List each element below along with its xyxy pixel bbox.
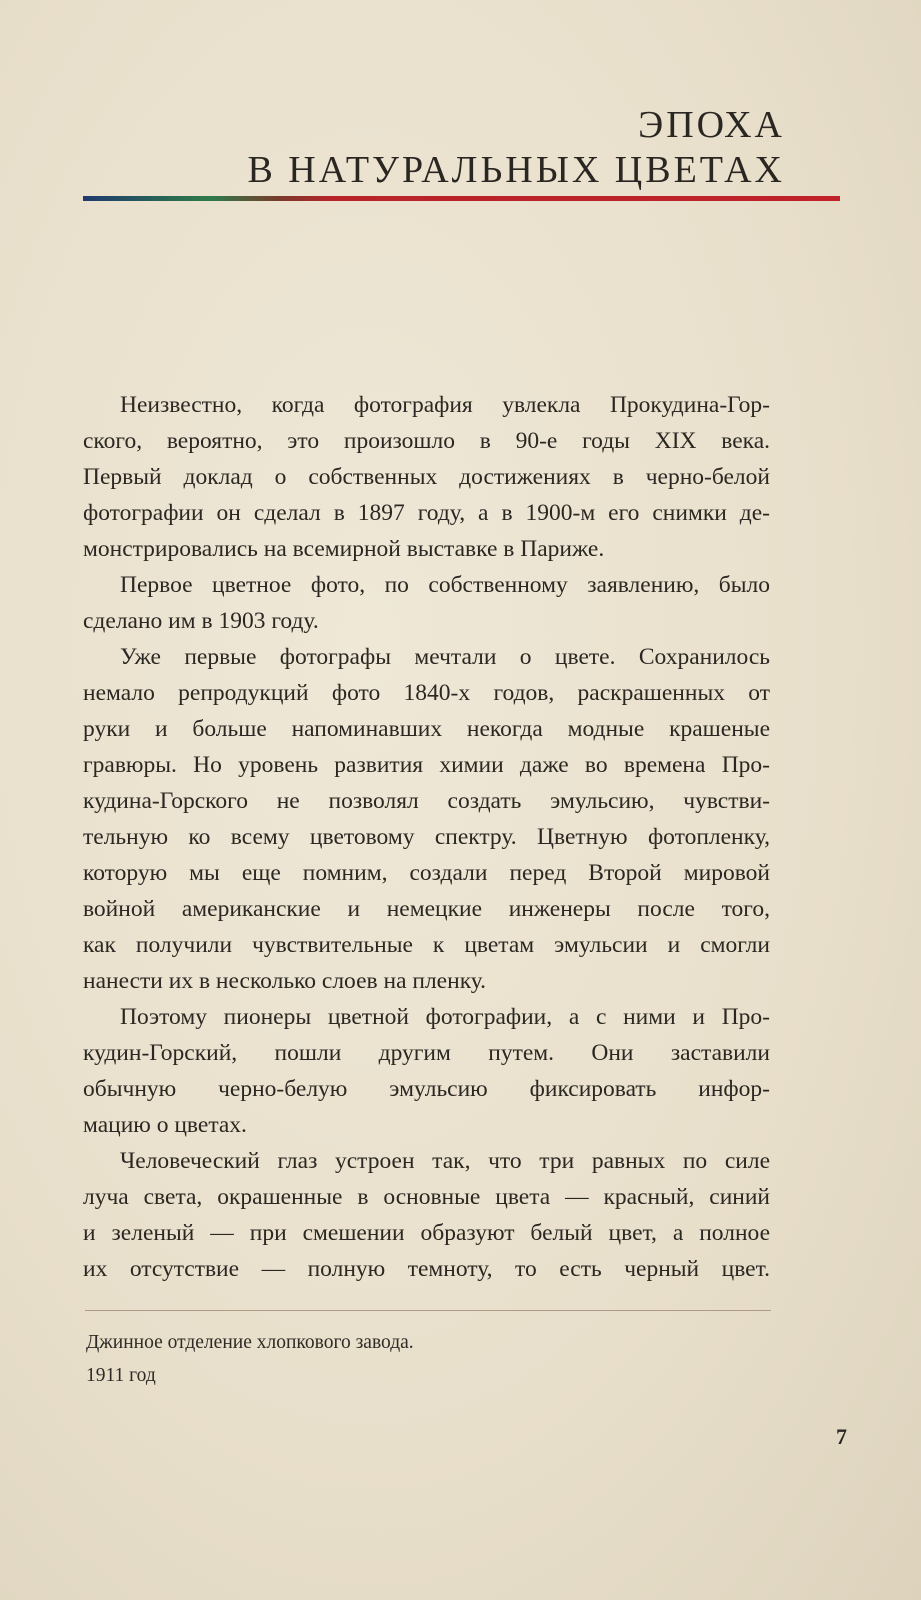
text-line: тельную ко всему цветовому спектру. Цветную фотопленку, [83,824,770,850]
paragraph [83,1143,770,1287]
text-line: Первое цветное фото, по собственному заявлению, было [120,572,770,598]
text-line: их отсутствие — полную темноту, то есть черный цвет. [83,1256,770,1282]
text-line: которую мы еще помним, создали перед Второй мировой [83,860,770,886]
text-line: кудин-Горский, пошли другим путем. Они заставили [83,1040,770,1066]
text-line: как получили чувствительные к цветам эмульсии и смогли [83,932,770,958]
text-line: войной американские и немецкие инженеры после того, [83,896,770,922]
text-line: Человеческий глаз устроен так, что три равных по силе [120,1148,770,1174]
photo-caption: Джинное отделение хлопкового завода. [86,1332,414,1353]
text-line: Неизвестно, когда фотография увлекла Прокудина-Гор- [120,392,770,418]
chapter-title-line-2: В НАТУРАЛЬНЫХ ЦВЕТАХ [247,149,785,191]
body-text [83,387,770,1287]
text-line: нанести их в несколько слоев на пленку. [83,968,487,994]
text-line: сделано им в 1903 году. [83,608,319,634]
text-line: Первый доклад о собственных достижениях в черно-белой [83,464,770,490]
paragraph [83,639,770,999]
caption-divider [85,1310,771,1311]
text-line: ского, вероятно, это произошло в 90-е годы XIX века. [83,428,770,454]
text-line: руки и больше напоминавших некогда модные крашеные [83,716,770,742]
text-line: Поэтому пионеры цветной фотографии, а с ними и Про- [120,1004,770,1030]
chapter-title-line-1: ЭПОХА [638,104,785,146]
text-line: мацию о цветах. [83,1112,247,1138]
paragraph [83,567,770,639]
text-line: монстрировались на всемирной выставке в Париже. [83,536,605,562]
paragraph [83,387,770,567]
text-line: фотографии он сделал в 1897 году, а в 1900-м его снимки де- [83,500,770,526]
text-line: Уже первые фотографы мечтали о цвете. Сохранилось [120,644,770,670]
page-number: 7 [836,1424,847,1449]
paragraph [83,999,770,1143]
color-gradient-rule [83,196,840,201]
photo-caption-year: 1911 год [86,1365,156,1386]
text-line: обычную черно-белую эмульсию фиксировать инфор- [83,1076,770,1102]
text-line: и зеленый — при смешении образуют белый цвет, а полное [83,1220,770,1246]
text-line: кудина-Горского не позволял создать эмульсию, чувстви- [83,788,770,814]
text-line: луча света, окрашенные в основные цвета — красный, синий [83,1184,770,1210]
text-line: гравюры. Но уровень развития химии даже во времена Про- [83,752,770,778]
text-line: немало репродукций фото 1840-х годов, раскрашенных от [83,680,770,706]
